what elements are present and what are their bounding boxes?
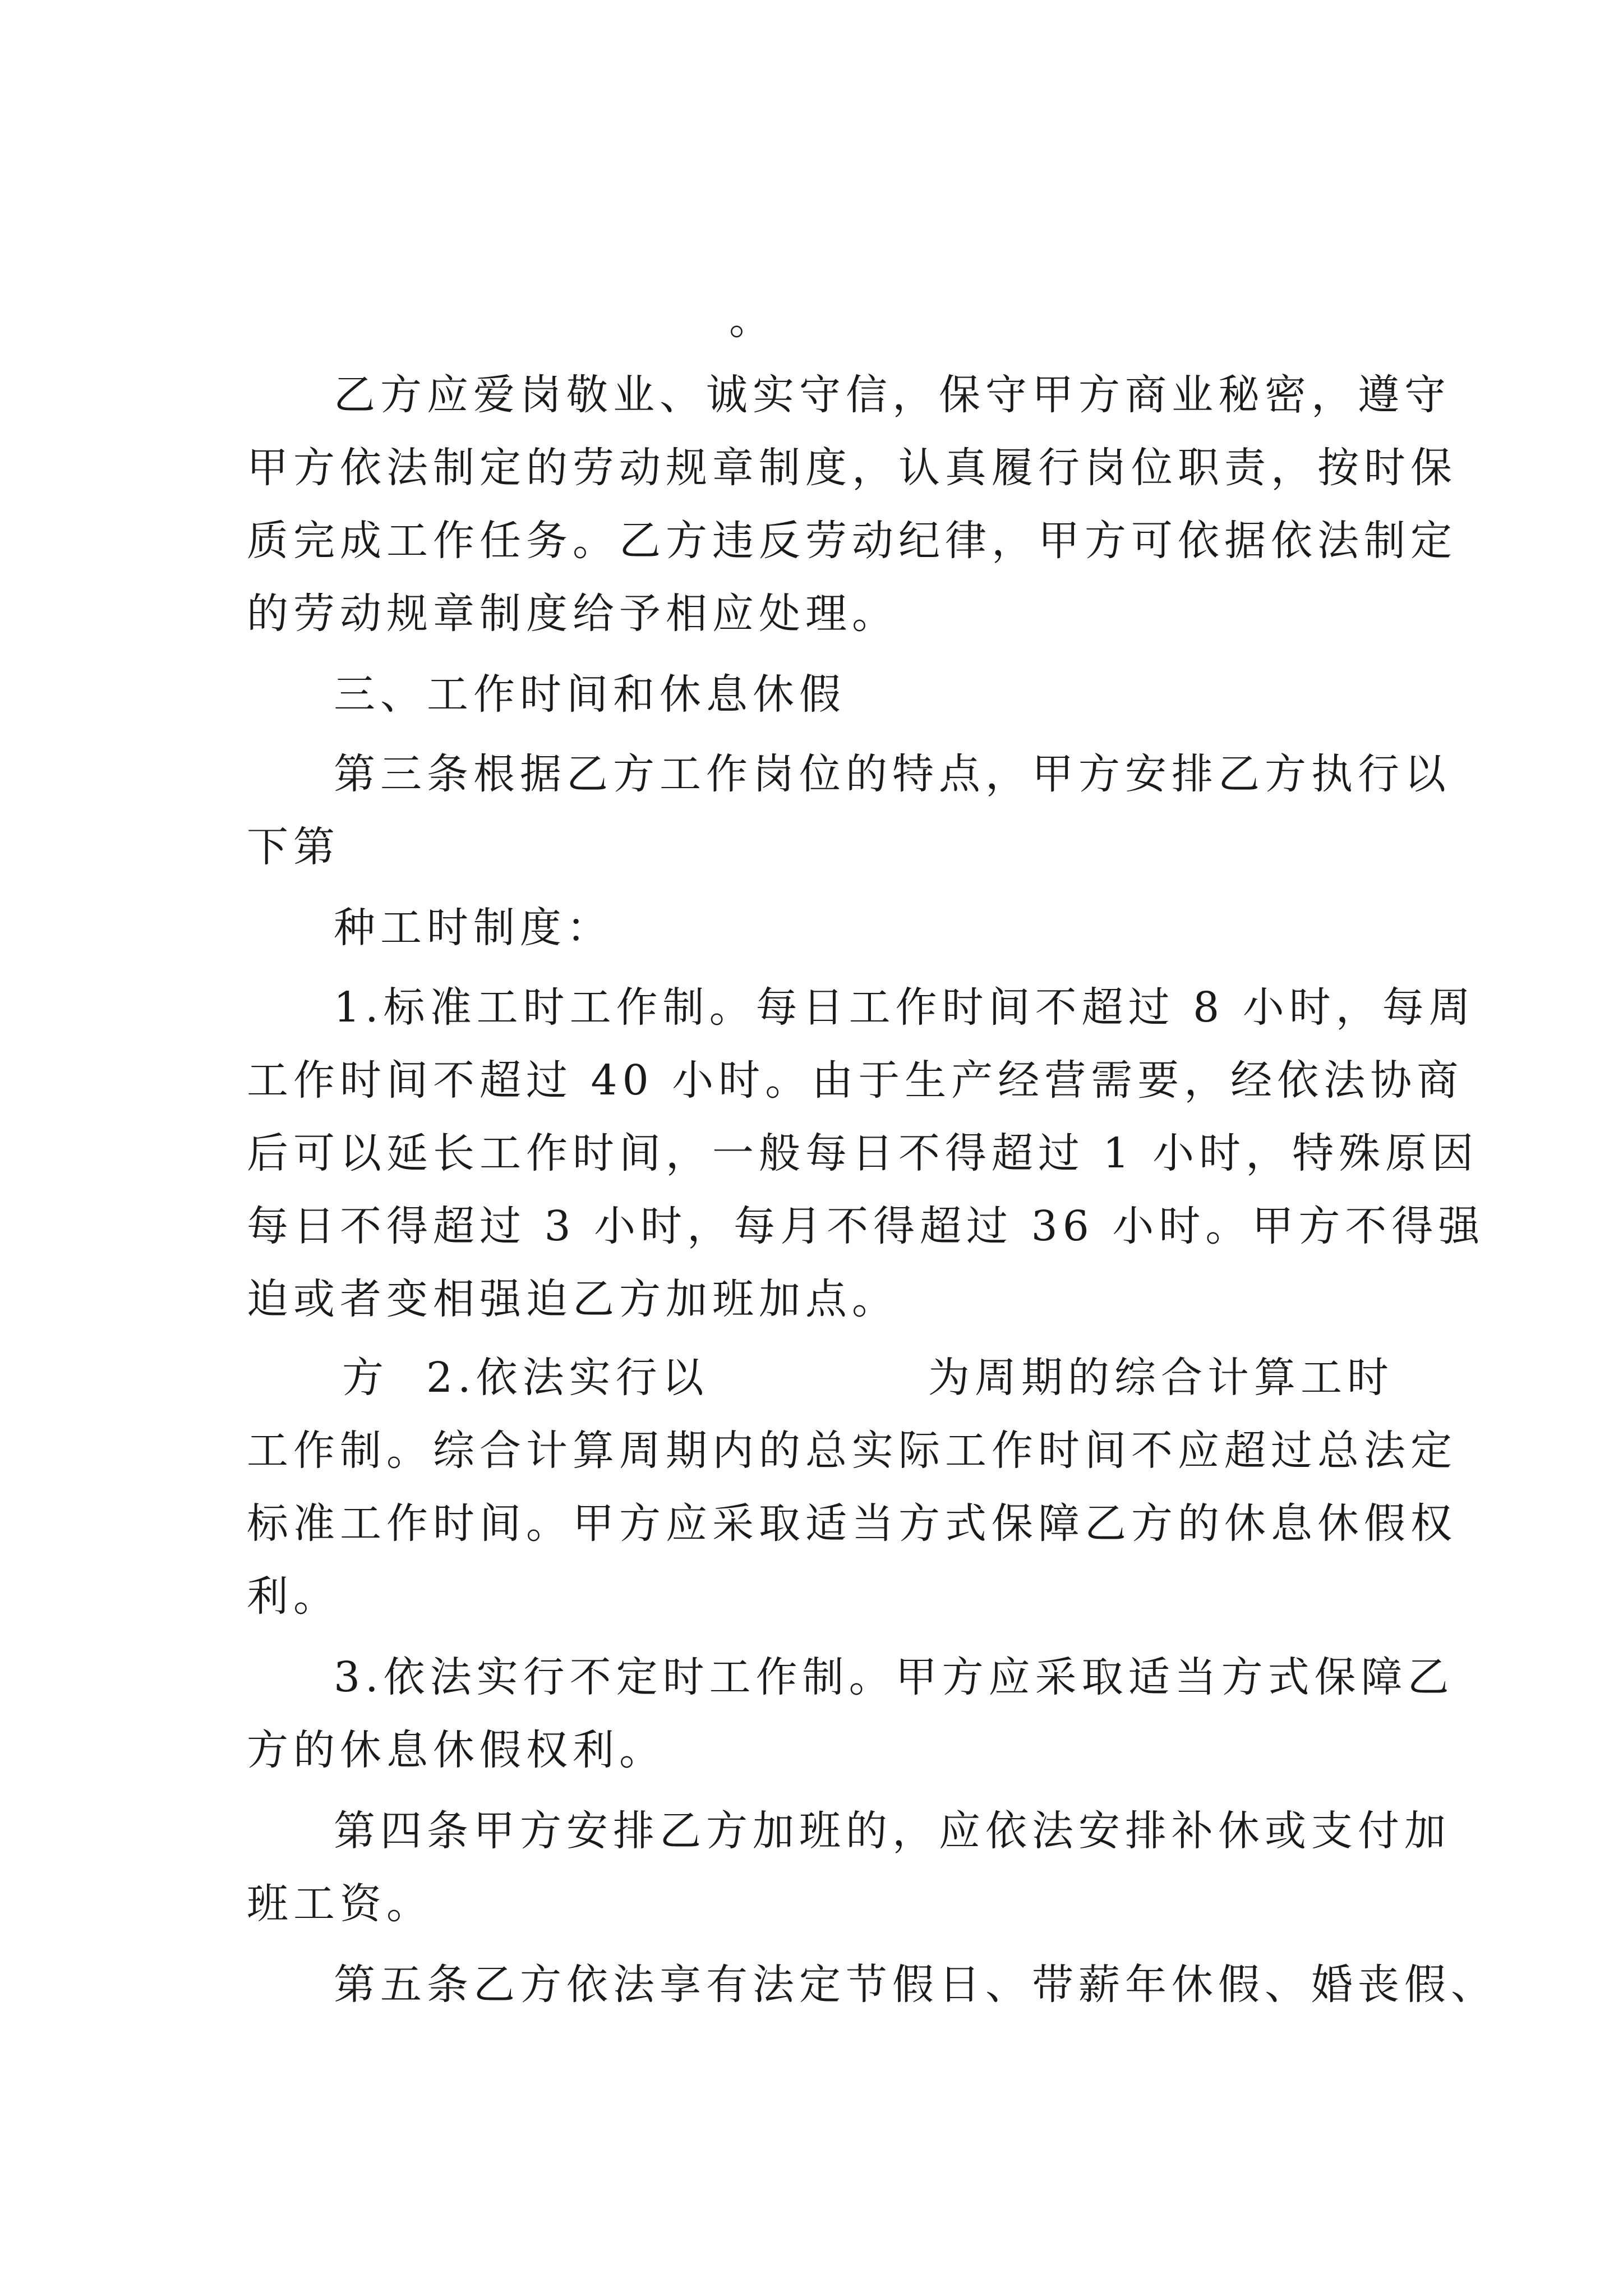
split-line-right: 为周期的综合计算工时 [928,1354,1394,1402]
top-mark: 。 [729,296,776,344]
split-line-left: 方 [342,1354,389,1402]
section-heading: 三、工作时间和休息休假 [334,670,846,719]
text-line: 工作时间不超过 40 小时。由于生产经营需要，经依法协商 [247,1056,1464,1105]
text-line: 第四条甲方安排乙方加班的，应依法安排补休或支付加 [334,1807,1451,1855]
text-line: 第三条根据乙方工作岗位的特点，甲方安排乙方执行以 [334,750,1451,798]
text-line: 标准工作时间。甲方应采取适当方式保障乙方的休息休假权 [247,1499,1457,1548]
text-line: 质完成工作任务。乙方违反劳动纪律，甲方可依据依法制定 [247,517,1457,565]
text-line: 第五条乙方依法享有法定节假日、带薪年休假、婚丧假、 [334,1961,1497,2009]
text-line: 种工时制度： [334,904,613,952]
text-line: 3.依法实行不定时工作制。甲方应采取适当方式保障乙 [334,1653,1454,1701]
text-line: 后可以延长工作时间，一般每日不得超过 1 小时，特殊原因 [247,1129,1479,1177]
text-line: 方的休息休假权利。 [247,1726,666,1774]
text-line: 每日不得超过 3 小时，每月不得超过 36 小时。甲方不得强 [247,1202,1485,1250]
text-line: 班工资。 [247,1880,433,1928]
text-line: 工作制。综合计算周期内的总实际工作时间不应超过总法定 [247,1427,1457,1475]
text-line: 迫或者变相强迫乙方加班加点。 [247,1275,898,1323]
split-line-middle: 2.依法实行以 [426,1354,709,1402]
text-line: 乙方应爱岗敬业、诚实守信，保守甲方商业秘密，遵守 [334,371,1451,419]
text-line: 1.标准工时工作制。每日工作时间不超过 8 小时，每周 [334,983,1476,1032]
text-line: 利。 [247,1572,340,1621]
text-line: 甲方依法制定的劳动规章制度，认真履行岗位职责，按时保 [247,444,1457,492]
text-line: 下第 [247,823,340,871]
text-line: 的劳动规章制度给予相应处理。 [247,590,898,638]
